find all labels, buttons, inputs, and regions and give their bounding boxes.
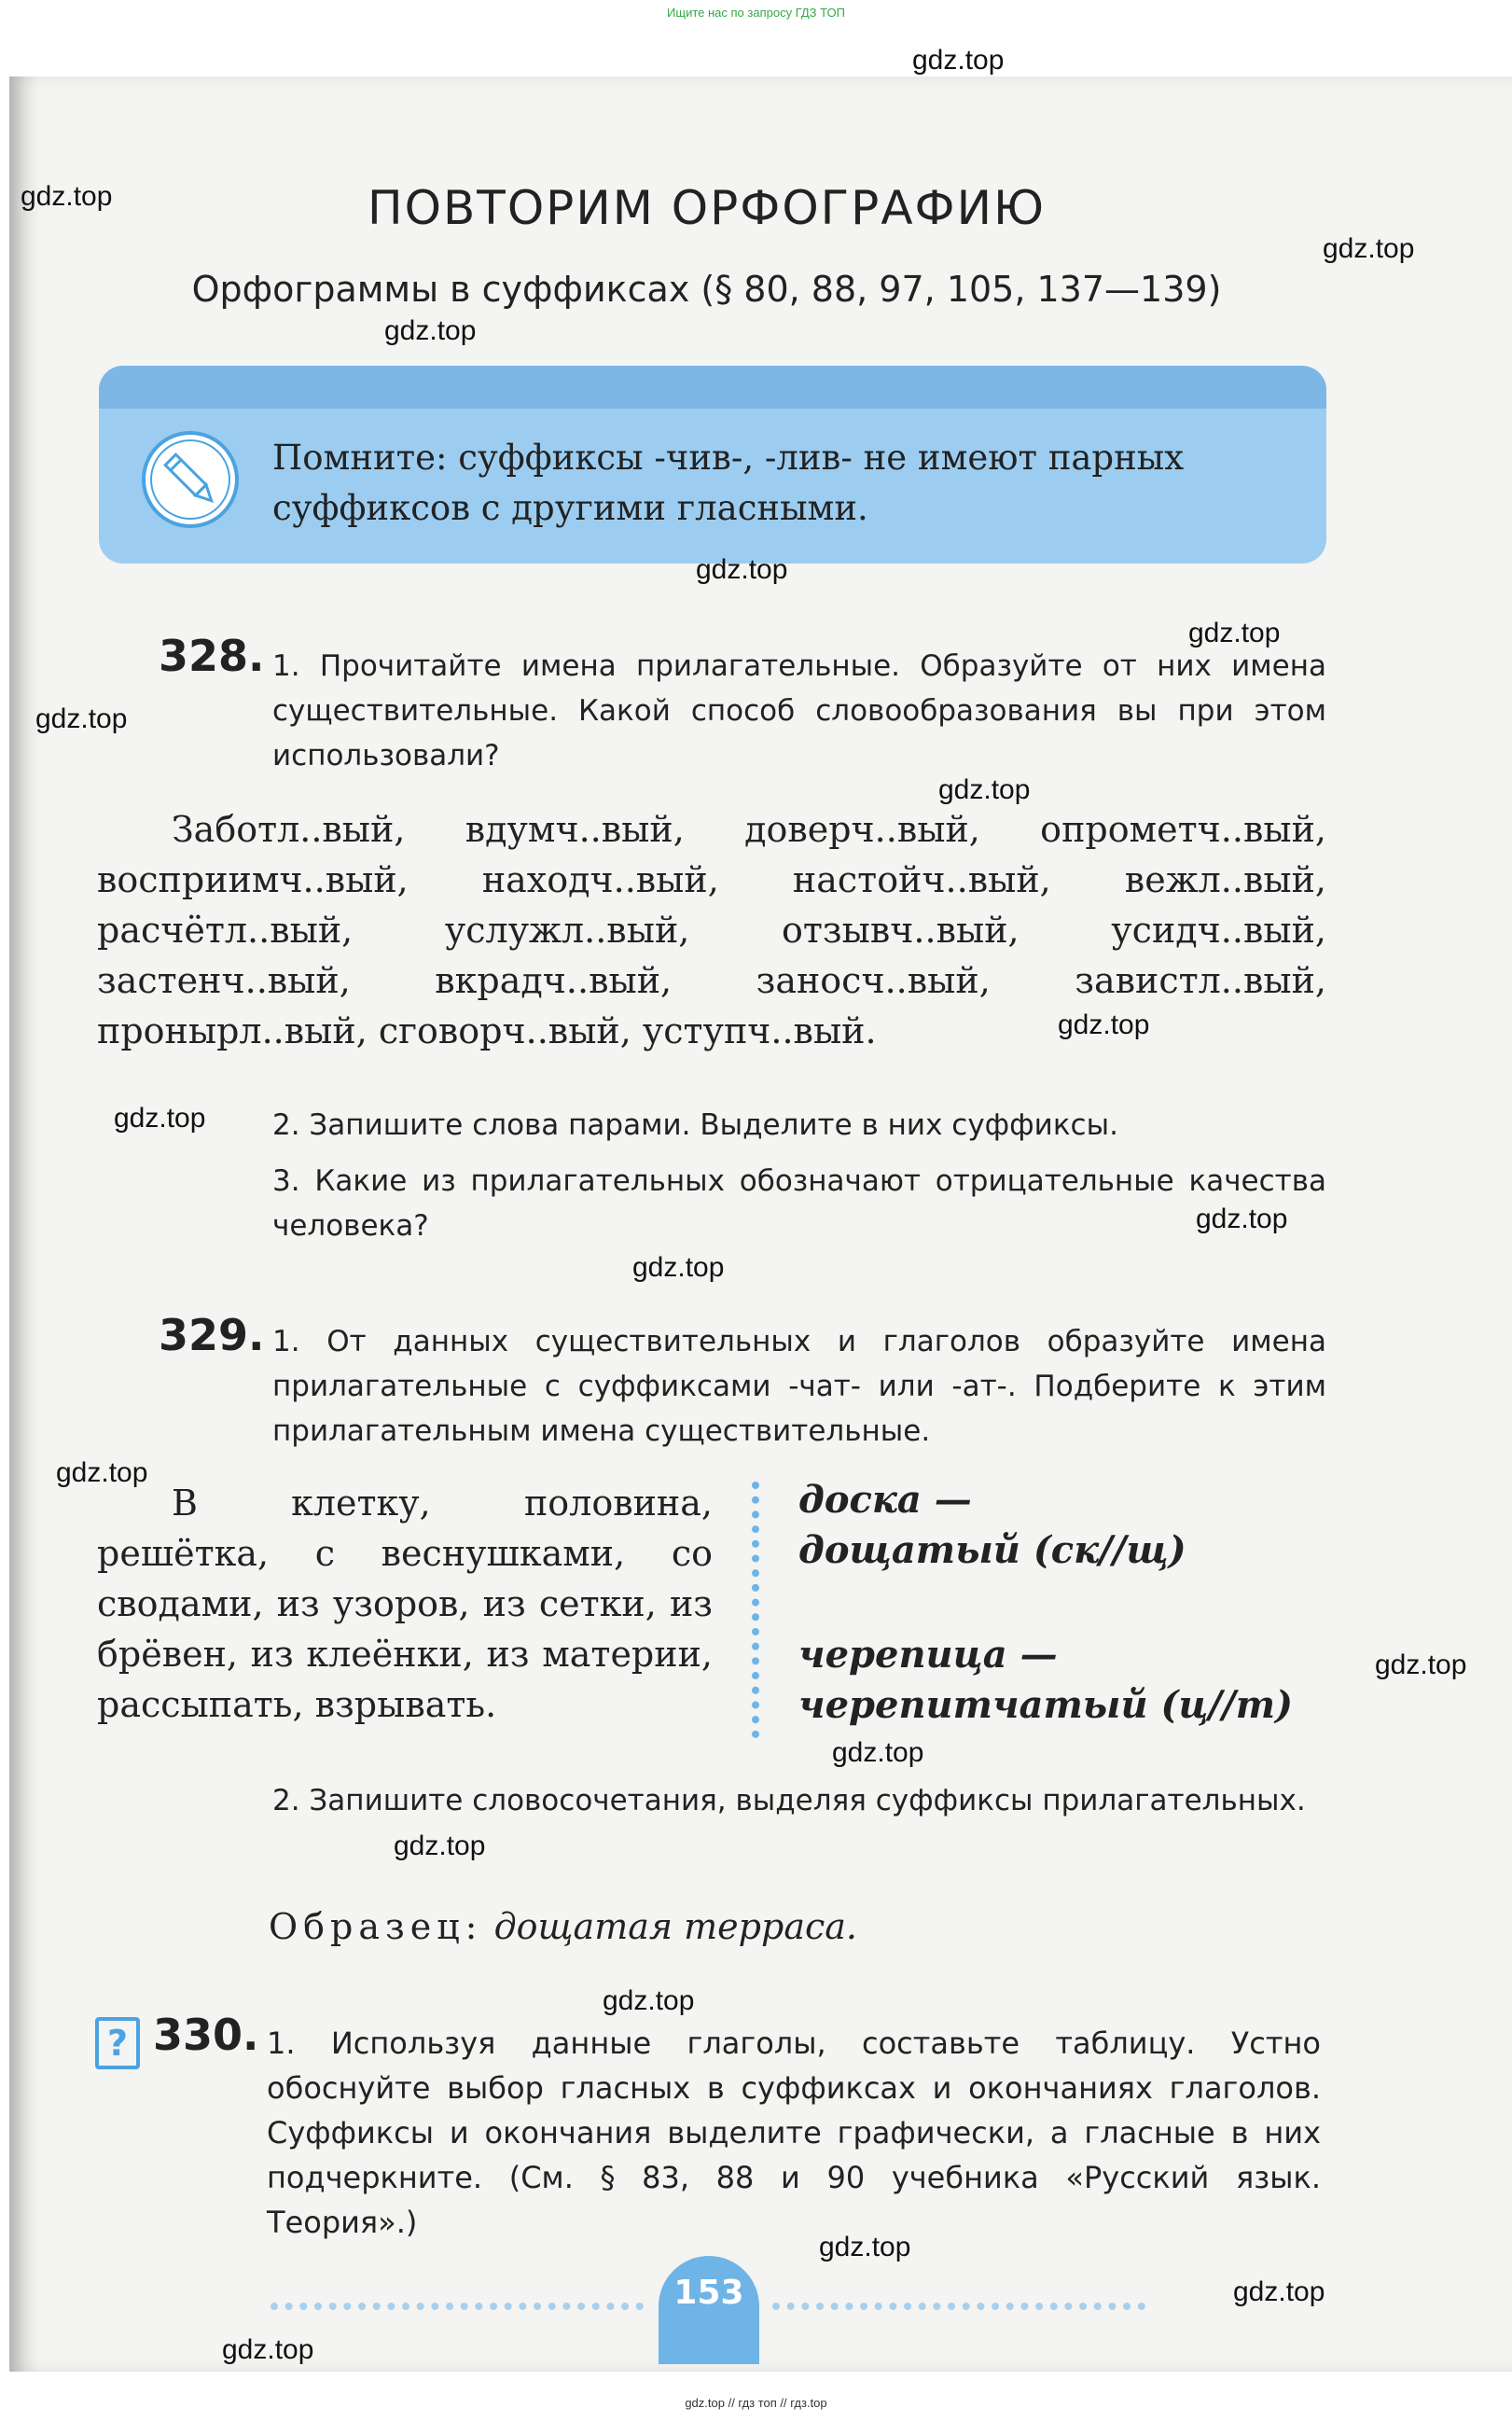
watermark: gdz.top [1058, 1009, 1150, 1040]
watermark: gdz.top [603, 1985, 695, 2016]
rule-text [272, 433, 1317, 534]
exercise-330-task-1: 1. Используя данные глаголы, составьте таблицу. Устно обоснуйте выбор гласных в суффиксах и окончаниях глаголов. Суффиксы и окончания выделите графически, а гласные в них подчеркните. (См. § 83, 88 и 90 учебника «Русский язык. Теория».) [267, 2025, 1321, 2240]
rule-line-1: Помните: суффиксы -чив-, -лив- не имеют парных [272, 438, 1185, 478]
watermark: gdz.top [56, 1457, 148, 1488]
exercise-328-task-3: 3. Какие из прилагательных обозначают отрицательные качества человека? [272, 1164, 1326, 1243]
footer-dots-right [772, 2303, 1145, 2310]
exercise-329-task-2: 2. Запишите словосочетания, выделяя суффиксы прилагательных. [272, 1784, 1306, 1817]
example-2-line-2: черепитчатый (ц//т) [798, 1683, 1294, 1727]
bottom-note: gdz.top // гдз топ // гдз.top [685, 2396, 827, 2410]
page-number: 153 [659, 2256, 759, 2364]
watermark: gdz.top [114, 1103, 206, 1134]
example-1-line-2: дощатый (ск//щ) [798, 1528, 1186, 1572]
exercise-328-task-2: 2. Запишите слова парами. Выделите в них суффиксы. [272, 1108, 1118, 1142]
page-subtitle: Орфограммы в суффиксах (§ 80, 88, 97, 105, 137—139) [191, 269, 1222, 310]
rule-box [99, 366, 1326, 564]
exercise-328-words: Заботл..вый, вдумч..вый, доверч..вый, опрометч..вый, восприимч..вый, находч..вый, настойч..вый, вежл..вый, расчётл..вый, услужл..вый, отзывч..вый, усидч..вый, застенч..вый, вкрадч..вый, заносч..вый, завистл..вый, пронырл..вый, сговорч..вый, уступч..вый. [97, 809, 1326, 1051]
example-1-line-1: доска — [798, 1478, 972, 1522]
top-note: Ищите нас по запросу ГДЗ ТОП [667, 6, 845, 20]
watermark: gdz.top [819, 2232, 911, 2262]
watermark: gdz.top [632, 1252, 725, 1283]
exercise-329-sample [269, 1901, 1323, 1952]
watermark: gdz.top [696, 554, 788, 585]
sample-text: дощатая терраса. [493, 1906, 857, 1947]
watermark: gdz.top [222, 2334, 314, 2365]
watermark: gdz.top [394, 1830, 486, 1861]
watermark: gdz.top [1323, 233, 1415, 264]
watermark: gdz.top [384, 315, 477, 346]
watermark: gdz.top [1196, 1204, 1288, 1234]
pencil-icon [140, 429, 241, 530]
page-title: ПОВТОРИМ ОРФОГРАФИЮ [368, 181, 1046, 235]
exercise-328-number: 328. [159, 631, 265, 681]
watermark: gdz.top [1188, 618, 1281, 648]
exercise-329-words: В клетку, половина, решётка, с веснушками, со сводами, из узоров, из сетки, из брёвен, из клеёнки, из материи, рассыпать, взрывать. [97, 1482, 713, 1725]
footer-dots-left [270, 2303, 644, 2310]
watermark: gdz.top [1233, 2276, 1325, 2307]
watermark: gdz.top [832, 1737, 924, 1768]
exercise-328-task-1: 1. Прочитайте имена прилагательные. Образуйте от них имена существительные. Какой способ словообразования вы при этом использовали? [272, 649, 1326, 773]
exercise-330-number: 330. [153, 2010, 259, 2060]
watermark: gdz.top [912, 45, 1005, 76]
example-2-line-1: черепица — [798, 1633, 1058, 1677]
watermark: gdz.top [35, 703, 128, 734]
watermark: gdz.top [21, 181, 113, 212]
exercise-329-number: 329. [159, 1310, 265, 1360]
watermark: gdz.top [1375, 1649, 1467, 1680]
sample-label: Образец: [269, 1906, 483, 1947]
exercise-329-task-1: 1. От данных существительных и глаголов образуйте имена прилагательные с суффиксами -чат- или -ат-. Подберите к этим прилагательным имена существительные. [272, 1325, 1326, 1448]
rule-line-2: суффиксов с другими гласными. [272, 488, 868, 528]
question-icon: ? [95, 2017, 140, 2069]
watermark: gdz.top [938, 774, 1031, 805]
divider-dotted [752, 1482, 759, 1738]
